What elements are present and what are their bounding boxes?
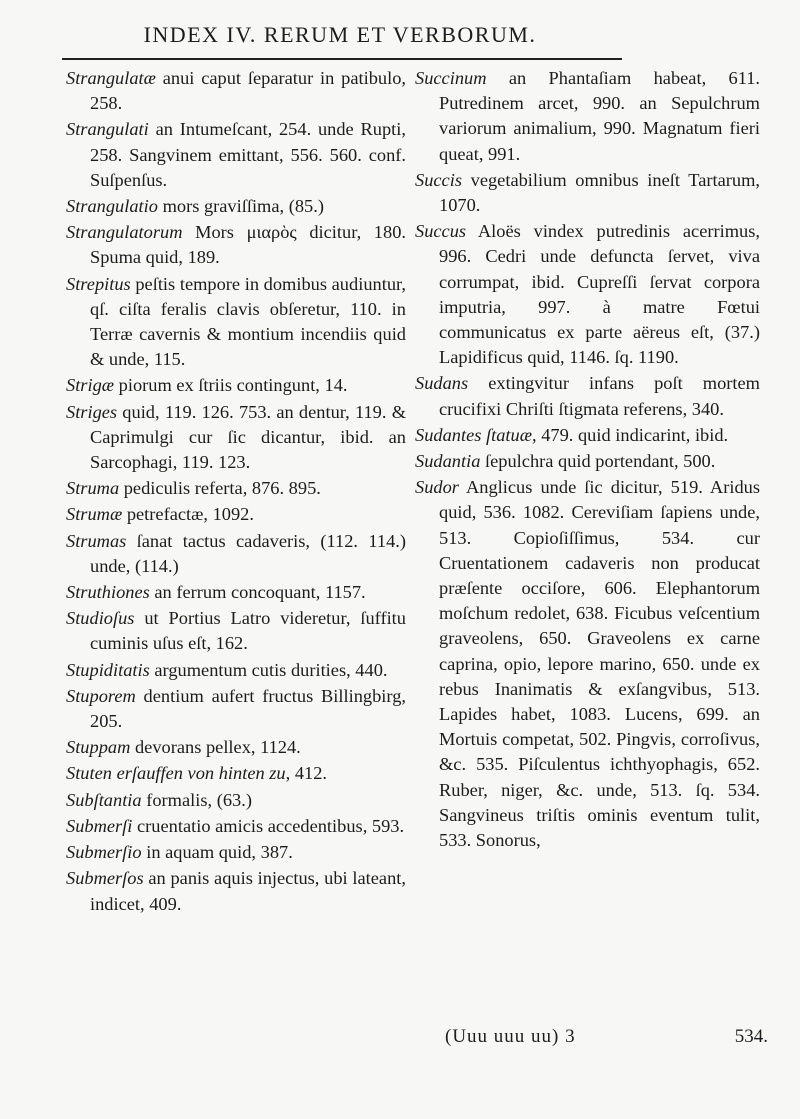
entry-text: petrefactæ, 1092. — [122, 504, 254, 525]
entry-text: in aquam quid, 387. — [141, 842, 293, 863]
index-entry — [66, 814, 406, 839]
index-entry — [415, 475, 760, 853]
entry-lemma: Subſtantia — [66, 789, 142, 810]
entry-lemma: Sudor — [415, 477, 459, 498]
entry-lemma: Strangulatio — [66, 196, 158, 217]
entry-lemma: Submerſio — [66, 842, 142, 863]
left-column — [66, 66, 406, 918]
right-column — [415, 66, 760, 854]
entry-text: formalis, (63.) — [141, 789, 252, 810]
entry-text: argumentum cutis durities, 440. — [149, 659, 388, 680]
entry-text: , 479. quid indicarint, ibid. — [532, 424, 729, 445]
index-entry — [415, 66, 760, 167]
index-entry — [66, 272, 406, 373]
entry-text: mors graviſſima, (85.) — [157, 196, 324, 217]
entry-text: extingvitur infans poſt mortem crucifixi Chriſti ſtigmata referens, 340. — [439, 373, 760, 419]
entry-lemma: Stuppam — [66, 737, 131, 758]
page-footer — [445, 1026, 768, 1052]
entry-lemma: Succis — [415, 169, 462, 190]
entry-text: quid, 119. 126. 753. an dentur, 119. & Caprimulgi cur ſic dicantur, ibid. an Sarcophagi, 119. 123. — [90, 401, 406, 473]
index-entry — [66, 476, 406, 501]
entry-lemma: Stupiditatis — [66, 659, 150, 680]
entry-lemma: Sudantes ſtatuæ — [415, 424, 532, 445]
entry-text: pediculis referta, 876. 895. — [119, 478, 321, 499]
index-entry — [415, 219, 760, 370]
entry-text: piorum ex ſtriis contingunt, 14. — [114, 375, 348, 396]
index-entry — [415, 423, 760, 448]
entry-lemma: Struthiones — [66, 582, 150, 603]
entry-lemma: Strangulatorum — [66, 222, 183, 243]
entry-lemma: Stuporem — [66, 685, 136, 706]
index-entry — [66, 220, 406, 270]
entry-text: cruentatio amicis accedentibus, 593. — [132, 815, 405, 836]
header-rule — [62, 58, 622, 60]
index-entry — [66, 788, 406, 813]
index-entry — [66, 117, 406, 193]
index-entry — [66, 66, 406, 116]
entry-lemma: Strangulatæ — [66, 68, 156, 88]
entry-lemma: Striges — [66, 401, 118, 422]
entry-lemma: Strangulati — [66, 119, 149, 140]
entry-lemma: Submerſi — [66, 815, 133, 836]
index-entry — [415, 168, 760, 218]
entry-lemma: Struma — [66, 478, 120, 499]
entry-lemma: Studioſus — [66, 608, 135, 629]
entry-text: dentium aufert fructus Billingbirg, 205. — [90, 685, 406, 732]
entry-text: peſtis tempore in domibus audiuntur, qſ. ciſta feralis clavis obſeretur, 110. in Terræ cavernis & montium incendiis quid & unde, 115. — [90, 273, 406, 370]
index-entry — [415, 449, 760, 474]
index-entry — [66, 529, 406, 579]
entry-lemma: Strumas — [66, 530, 127, 551]
index-entry — [415, 371, 760, 421]
index-entry — [66, 735, 406, 760]
index-entry — [66, 606, 406, 656]
entry-lemma: Strigæ — [66, 375, 115, 396]
entry-lemma: Stuten erſauffen von hinten zu — [66, 763, 286, 784]
entry-lemma: Sudantia — [415, 451, 481, 472]
entry-text: vegetabilium omnibus ineſt Tartarum, 1070. — [439, 169, 760, 216]
index-entry — [66, 866, 406, 916]
signature-mark: (Uuu uuu uu) 3 — [445, 1026, 576, 1047]
index-entry — [66, 580, 406, 605]
index-entry — [66, 658, 406, 683]
entry-text: Mors μιαρὸς dicitur, 180. Spuma quid, 189. — [90, 222, 406, 268]
index-entry — [66, 194, 406, 219]
entry-text: Anglicus unde ſic dicitur, 519. Aridus quid, 536. 1082. Cereviſiam ſapiens unde, 513. Copioſiſſimus, 534. cur Cruentationem cadaveris non producat præſente occiſore, 606. Elephantorum moſchum redolet, 638. Ficubus veſcentium graveolens, 650. Graveolens ex carne caprina, opio, lepore marino, 650. unde ex rebus Inanimatis & exſangvibus, 513. Lapides habet, 1083. Lucens, 699. an Mortuis competat, 502. Pingvis, corroſivus, &c. 535. Piſculentus ichthyophagis, 652. Ruber, niger, &c. unde, 513. ſq. 534. Sangvineus triſtis ominis eventum tulit, 533. Sonorus, — [439, 477, 760, 851]
entry-text: an Intumeſcant, 254. unde Rupti, 258. Sangvinem emittant, 556. 560. conf. Suſpenſus. — [90, 119, 406, 190]
entry-lemma: Strepitus — [66, 273, 131, 294]
entry-text: devorans pellex, 1124. — [130, 737, 301, 758]
page-title: INDEX IV. RERUM ET VERBORUM. — [143, 22, 537, 47]
index-entry — [66, 840, 406, 865]
index-entry — [66, 373, 406, 398]
entry-lemma: Submerſos — [66, 868, 144, 889]
index-entry — [66, 400, 406, 476]
entry-text: ut Portius Latro videretur, ſuffitu cuminis uſus eſt, 162. — [90, 608, 406, 654]
entry-lemma: Strumæ — [66, 504, 123, 525]
index-entry — [66, 684, 406, 734]
catchword: 534. — [734, 1026, 768, 1047]
entry-text: an ferrum concoquant, 1157. — [149, 582, 366, 603]
index-entry — [66, 761, 406, 786]
entry-text: anui caput ſeparatur in patibulo, 258. — [90, 68, 406, 114]
index-entry — [66, 502, 406, 527]
entry-text: , 412. — [285, 763, 328, 784]
entry-text: an Phantaſiam habeat, 611. Putredinem arcet, 990. an Sepulchrum variorum animalium, 990. Magnatum fieri queat, 991. — [439, 68, 760, 164]
entry-text: Aloës vindex putredinis acerrimus, 996. Cedri unde defuncta ſervet, viva corrumpat, ibid. Cupreſſi ſervat corpora imputria, 997. à matre Fœtui communicatus ex parte aëreus eſt, (37.) Lapidificus quid, 1146. ſq. 1190. — [439, 221, 760, 368]
entry-lemma: Succinum — [415, 68, 487, 88]
entry-text: ſanat tactus cadaveris, (112. 114.) unde, (114.) — [90, 530, 406, 576]
entry-text: an panis aquis injectus, ubi lateant, indicet, 409. — [90, 868, 406, 914]
entry-lemma: Succus — [415, 221, 467, 242]
entry-text: ſepulchra quid portendant, 500. — [480, 451, 716, 472]
entry-lemma: Sudans — [415, 373, 469, 394]
